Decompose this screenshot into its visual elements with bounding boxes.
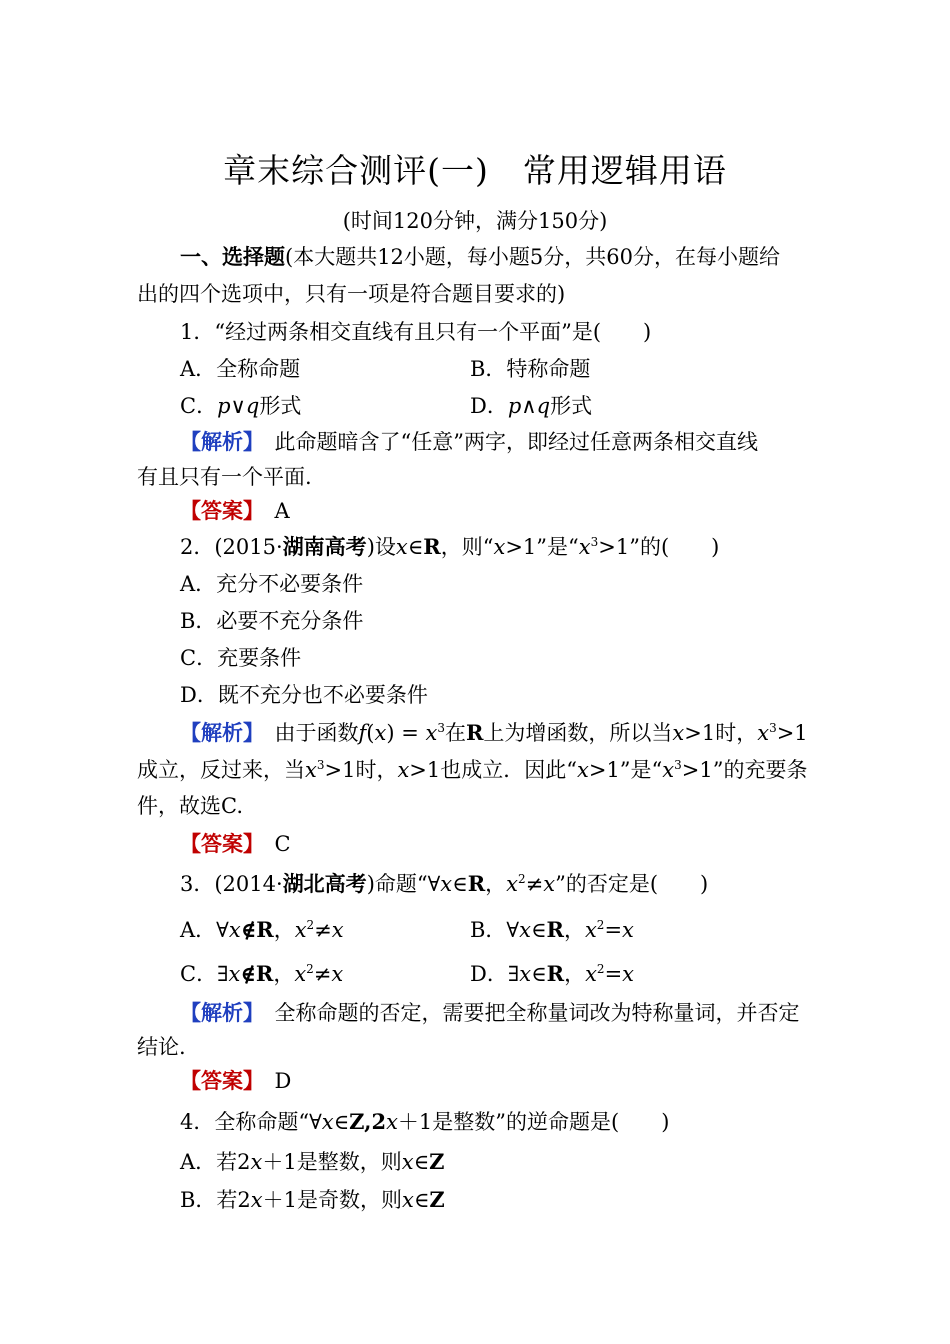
q2-an-d: 在 (444, 721, 466, 745)
q2-an2-x2: x (397, 758, 410, 782)
q1-d-q: q (536, 394, 551, 418)
q2-R: R (423, 534, 441, 559)
q3-c-x3: x (331, 962, 344, 986)
q3-b-x: x (519, 918, 531, 942)
q2-answer-value: C (274, 832, 291, 856)
q1-stem: 1．“经过两条相交直线有且只有一个平面”是( ) (180, 320, 652, 344)
q3-a-R: R (256, 917, 274, 942)
answer-tag: 【答案】 (180, 1068, 254, 1093)
q3-a-comma: ， (273, 918, 295, 942)
q3-option-a (180, 916, 344, 944)
q2-analysis (180, 719, 808, 747)
q4-a-in: ∈ (413, 1150, 430, 1174)
q2-stem-b: ，则“ (440, 535, 494, 559)
q3-stem (180, 870, 708, 898)
q2-option-a: A．充分不必要条件 (180, 572, 364, 596)
q3-b-label: B．∀ (470, 918, 520, 942)
q3-option-c (180, 960, 343, 988)
q1-d-p: p (507, 394, 522, 418)
q2-analysis-2 (137, 756, 807, 784)
q4-b-x: x (250, 1188, 263, 1212)
q2-an-h: >1 (776, 721, 808, 745)
q4-b-x2: x (402, 1188, 414, 1212)
q3-ne: ≠ (525, 872, 544, 896)
q4-in: ∈ (333, 1110, 350, 1134)
q3-option-d (470, 960, 634, 988)
q1-analysis (180, 428, 758, 456)
q3-c-R: R (255, 961, 274, 986)
q2-option-b: B．必要不充分条件 (180, 609, 364, 633)
q1-answer-value: A (274, 499, 290, 523)
q4-x: x (321, 1110, 334, 1134)
q3-a-x2: x (294, 918, 307, 942)
q3-analysis-text: 全称命题的否定，需要把全称量词改为特称量词，并否定 (253, 1001, 800, 1025)
q2-an-cube: 3 (437, 721, 445, 735)
section-desc-2: 出的四个选项中，只有一项是符合题目要求的) (137, 282, 566, 306)
q2-answer (180, 830, 291, 858)
q2-option-d: D．既不充分也不必要条件 (180, 683, 428, 707)
q1-answer (180, 497, 290, 525)
q4-a-a: A．若2 (180, 1150, 251, 1174)
q3-a-notin: ∉ (240, 917, 257, 942)
q3-b-R: R (546, 917, 564, 942)
q3-d-sq: 2 (596, 962, 605, 976)
analysis-tag: 【解析】 (180, 1000, 254, 1025)
q1-d-label: D． (470, 394, 508, 418)
q1-c-q: q (245, 394, 260, 418)
q2-an2-x3: x (577, 758, 589, 782)
q4-stem-b: ,2 (364, 1109, 387, 1134)
q3-R: R (467, 871, 486, 896)
q3-d-x: x (519, 962, 532, 986)
analysis-tag: 【解析】 (180, 429, 254, 454)
q3-in: ∈ (452, 872, 468, 896)
q2-an-f: f (358, 721, 367, 745)
q1-analysis-text: 此命题暗含了“任意”两字，即经过任意两条相交直线 (253, 430, 758, 454)
q2-an-cube2: 3 (769, 721, 777, 735)
q3-c-x2: x (294, 962, 307, 986)
q3-a-label: A．∀ (180, 918, 229, 942)
q3-c-x: x (228, 962, 241, 986)
q2-cube: 3 (590, 535, 599, 549)
q2-an-e: 上为增函数，所以当 (483, 721, 673, 745)
q3-b-in: ∈ (530, 918, 547, 942)
answer-tag: 【答案】 (180, 498, 254, 523)
q4-option-a (180, 1148, 444, 1176)
q3-c-comma: ， (273, 962, 295, 986)
q4-b-b: ＋1是奇数，则 (262, 1188, 403, 1212)
q2-an-x3: x (672, 721, 685, 745)
q3-d-R: R (546, 961, 565, 986)
q2-x2: x (493, 535, 506, 559)
q3-b-sq: 2 (596, 918, 605, 932)
page-title: 章末综合测评(一) 常用逻辑用语 (223, 151, 727, 190)
q3-source: 湖北高考 (282, 871, 367, 896)
q4-x2: x (386, 1110, 398, 1134)
q2-an-b: ( (366, 721, 375, 745)
q2-an2-cube2: 3 (674, 758, 682, 772)
q3-analysis-2: 结论. (137, 1035, 186, 1059)
q3-stem-b: ， (485, 872, 507, 896)
q4-a-b: ＋1是整数，则 (262, 1150, 402, 1174)
q4-Z: Z (349, 1109, 365, 1134)
q1-option-b: B．特称命题 (470, 357, 591, 381)
q2-analysis-3: 件，故选C. (137, 794, 243, 818)
q3-answer-value: D (274, 1069, 292, 1093)
q1-option-c (180, 392, 301, 420)
q3-option-b (470, 916, 634, 944)
answer-tag: 【答案】 (180, 831, 254, 856)
q3-d-eq: = (604, 962, 623, 986)
q1-c-p: p (217, 394, 231, 418)
q3-c-ne: ≠ (313, 962, 332, 986)
q4-stem-c: ＋1是整数”的逆命题是( ) (397, 1110, 670, 1134)
q3-analysis (180, 999, 800, 1027)
q3-x2: x (506, 872, 518, 896)
q2-stem-a: )设 (366, 535, 396, 559)
q3-a-ne: ≠ (314, 918, 332, 942)
q2-x3: x (578, 535, 591, 559)
q2-num: 2．(2015· (180, 535, 283, 559)
q2-an-x: x (374, 721, 387, 745)
q3-c-sq: 2 (306, 962, 314, 976)
q3-a-sq: 2 (306, 918, 315, 932)
q4-a-x: x (250, 1150, 263, 1174)
page-subtitle: (时间120分钟，满分150分) (342, 209, 608, 233)
q2-an2-b: >1时， (324, 758, 398, 782)
q3-sq: 2 (517, 872, 526, 886)
q4-b-in: ∈ (413, 1188, 430, 1212)
q1-option-d (470, 392, 592, 420)
q1-d-post: 形式 (550, 394, 593, 418)
q4-a-Z: Z (429, 1149, 445, 1174)
q3-c-label: C．∃ (180, 962, 229, 986)
q4-b-Z: Z (429, 1187, 445, 1212)
q4-option-b (180, 1186, 445, 1214)
q2-stem (180, 533, 719, 561)
q3-d-comma: ， (564, 962, 586, 986)
q3-d-in: ∈ (531, 962, 547, 986)
q4-stem-a: 4．全称命题“∀ (180, 1110, 322, 1134)
q3-d-x3: x (622, 962, 635, 986)
q2-x: x (395, 535, 408, 559)
section-desc-1: (本大题共12小题，每小题5分，共60分，在每小题给 (285, 245, 780, 269)
q1-c-op: ∨ (230, 394, 246, 418)
q3-b-comma: ， (563, 918, 585, 942)
q1-option-a: A．全称命题 (180, 357, 301, 381)
q3-stem-c: ”的否定是( ) (555, 872, 709, 896)
q2-an-g: >1时， (684, 721, 758, 745)
q3-b-x3: x (622, 918, 634, 942)
q3-b-x2: x (584, 918, 597, 942)
q2-an2-a: 成立，反过来，当 (137, 758, 305, 782)
q2-an-R: R (465, 720, 484, 745)
q2-in: ∈ (407, 535, 424, 559)
q4-b-a: B．若2 (180, 1188, 251, 1212)
q3-a-x3: x (331, 918, 344, 942)
q3-c-notin: ∉ (240, 961, 256, 986)
q2-an2-cube: 3 (316, 758, 325, 772)
analysis-tag: 【解析】 (180, 720, 254, 745)
q3-b-eq: = (604, 918, 623, 942)
q3-stem-a: )命题“∀ (366, 872, 441, 896)
q2-an2-x4: x (662, 758, 675, 782)
q2-an-x2: x (425, 721, 438, 745)
section-header (180, 243, 780, 271)
q4-stem (180, 1108, 669, 1136)
q2-source: 湖南高考 (282, 534, 367, 559)
q3-answer (180, 1067, 291, 1095)
q2-option-c: C．充要条件 (180, 646, 302, 670)
q2-an2-d: >1”是“ (588, 758, 663, 782)
q3-num: 3．(2014· (180, 872, 283, 896)
q2-an-c: ) = (386, 721, 426, 745)
q2-an2-e: >1”的充要条 (681, 758, 808, 782)
q1-analysis-2: 有且只有一个平面. (137, 465, 312, 489)
q2-an-a: 由于函数 (253, 721, 359, 745)
q3-d-label: D．∃ (470, 962, 520, 986)
q2-stem-c: >1”是“ (505, 535, 579, 559)
q2-an2-x: x (305, 758, 317, 782)
q3-d-x2: x (585, 962, 597, 986)
section-heading: 一、选择题 (180, 244, 285, 269)
q1-c-label: C． (180, 394, 218, 418)
q1-c-post: 形式 (259, 394, 302, 418)
q4-a-x2: x (401, 1150, 414, 1174)
q3-a-x: x (228, 918, 241, 942)
q2-an-x4: x (757, 721, 770, 745)
q3-x3: x (543, 872, 556, 896)
q1-d-op: ∧ (521, 394, 537, 418)
q2-an2-c: >1也成立．因此“ (409, 758, 577, 782)
q2-stem-d: >1”的( ) (598, 535, 720, 559)
q3-x: x (440, 872, 453, 896)
